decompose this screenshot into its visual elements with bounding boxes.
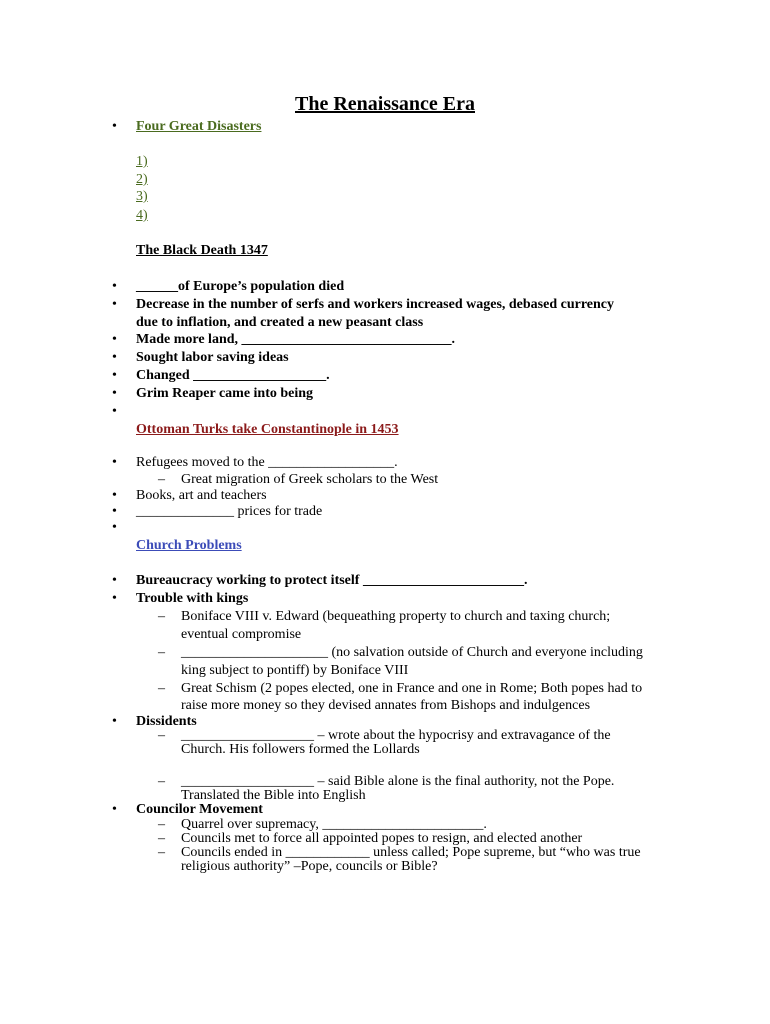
sub-list-item: Great migration of Greek scholars to the West (181, 472, 439, 487)
sub-list-item: Councils ended in ____________ unless called; Pope supreme, but “who was true (181, 845, 641, 860)
disaster-item-1[interactable]: 1) (136, 154, 148, 169)
list-item: Councilor Movement (136, 802, 263, 817)
dash: – (158, 845, 165, 860)
sub-list-item: Boniface VIII v. Edward (bequeathing property to church and taxing church; (181, 609, 611, 624)
list-item-continued: due to inflation, and created a new peasant class (136, 315, 424, 330)
dash: – (158, 609, 165, 624)
bullet: • (112, 455, 117, 470)
list-item: Dissidents (136, 714, 197, 729)
sub-list-item: Great Schism (2 popes elected, one in France and one in Rome; Both popes had to (181, 681, 643, 696)
list-item: Trouble with kings (136, 591, 249, 606)
list-item: ______________ prices for trade (136, 504, 323, 519)
link-ottoman-turks[interactable]: Ottoman Turks take Constantinople in 1453 (136, 422, 399, 437)
bullet: • (112, 591, 117, 606)
sub-list-item: _____________________ (no salvation outside of Church and everyone including (181, 645, 643, 660)
sub-list-item-continued: king subject to pontiff) by Boniface VIII (181, 663, 409, 678)
dash: – (158, 774, 165, 789)
link-church-problems[interactable]: Church Problems (136, 538, 242, 553)
bullet: • (112, 119, 117, 134)
bullet: • (112, 714, 117, 729)
dash: – (158, 728, 165, 743)
list-item: ______of Europe’s population died (136, 279, 345, 294)
list-item: Refugees moved to the __________________. (136, 455, 398, 470)
page-title: The Renaissance Era (295, 93, 475, 115)
bullet: • (112, 297, 117, 312)
bullet: • (112, 504, 117, 519)
list-item: Bureaucracy working to protect itself _______________________. (136, 573, 528, 588)
bullet: • (112, 520, 117, 535)
bullet: • (112, 802, 117, 817)
dash: – (158, 681, 165, 696)
list-item: Sought labor saving ideas (136, 350, 289, 365)
sub-list-item: ___________________ – said Bible alone is the final authority, not the Pope. (181, 774, 615, 789)
list-item: Decrease in the number of serfs and workers increased wages, debased currency (136, 297, 615, 312)
sub-list-item-continued: eventual compromise (181, 627, 302, 642)
disaster-item-4[interactable]: 4) (136, 208, 148, 223)
disaster-item-3[interactable]: 3) (136, 189, 148, 204)
section-heading-black-death: The Black Death 1347 (136, 243, 268, 258)
list-item: Grim Reaper came into being (136, 386, 314, 401)
link-four-great-disasters[interactable]: Four Great Disasters (136, 119, 262, 134)
sub-list-item: Councils met to force all appointed popes to resign, and elected another (181, 831, 583, 846)
bullet: • (112, 332, 117, 347)
sub-list-item-continued: raise more money so they devised annates from Bishops and indulgences (181, 698, 591, 713)
bullet: • (112, 350, 117, 365)
bullet: • (112, 279, 117, 294)
list-item: Books, art and teachers (136, 488, 267, 503)
sub-list-item: ___________________ – wrote about the hypocrisy and extravagance of the (181, 728, 611, 743)
bullet: • (112, 386, 117, 401)
bullet: • (112, 404, 117, 419)
sub-list-item-continued: religious authority” –Pope, councils or Bible? (181, 859, 438, 874)
dash: – (158, 817, 165, 832)
dash: – (158, 645, 165, 660)
list-item: Made more land, ______________________________. (136, 332, 456, 347)
dash: – (158, 831, 165, 846)
bullet: • (112, 488, 117, 503)
list-item: Changed ___________________. (136, 368, 330, 383)
dash: – (158, 472, 165, 487)
bullet: • (112, 368, 117, 383)
sub-list-item-continued: Church. His followers formed the Lollards (181, 742, 420, 757)
sub-list-item-continued: Translated the Bible into English (181, 788, 366, 803)
disaster-item-2[interactable]: 2) (136, 172, 148, 187)
bullet: • (112, 573, 117, 588)
sub-list-item: Quarrel over supremacy, _______________________. (181, 817, 487, 832)
